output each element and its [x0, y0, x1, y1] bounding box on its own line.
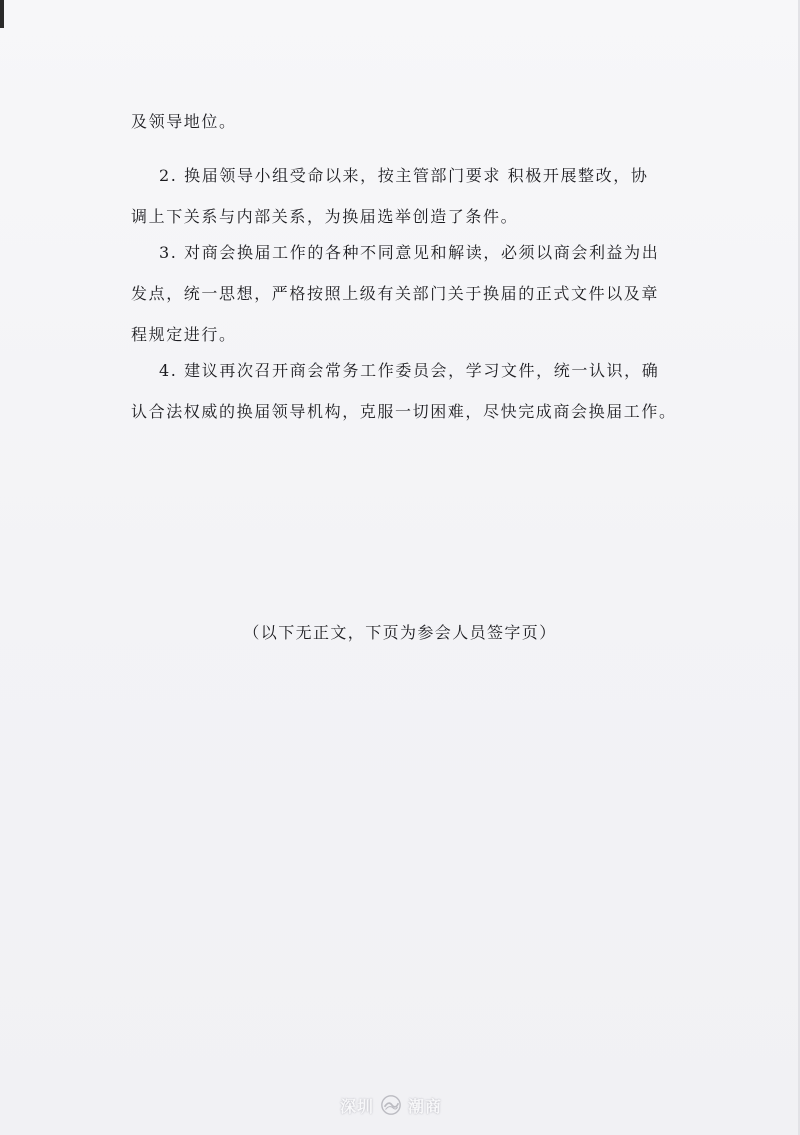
paragraph-item-2 — [131, 155, 691, 237]
paragraph-item-3 — [131, 232, 691, 355]
wave-logo-icon — [380, 1094, 402, 1116]
watermark — [340, 1092, 470, 1118]
paragraph-line: 2. 换届领导小组受命以来，按主管部门要求 积极开展整改，协 — [159, 166, 649, 185]
paragraph-line: 程规定进行。 — [131, 325, 237, 344]
paragraph-line: 3. 对商会换届工作的各种不同意见和解读，必须以商会利益为出 — [159, 243, 660, 262]
paragraph-continuation — [131, 101, 691, 142]
paragraph-line: 调上下关系与内部关系，为换届选举创造了条件。 — [131, 207, 519, 226]
end-of-text-note: （以下无正文，下页为参会人员签字页） — [243, 623, 557, 642]
paragraph-item-4 — [131, 350, 691, 432]
paragraph-line: 及领导地位。 — [131, 112, 237, 131]
paragraph-line: 认合法权威的换届领导机构，克服一切困难，尽快完成商会换届工作。 — [131, 402, 677, 421]
paragraph-line: 4. 建议再次召开商会常务工作委员会，学习文件，统一认识，确 — [159, 361, 660, 380]
scan-edge-mark — [0, 0, 4, 28]
watermark-left-text: 深圳 — [340, 1096, 375, 1116]
paragraph-line: 发点，统一思想，严格按照上级有关部门关于换届的正式文件以及章 — [131, 284, 660, 303]
watermark-right-text: 潮商 — [408, 1096, 443, 1116]
